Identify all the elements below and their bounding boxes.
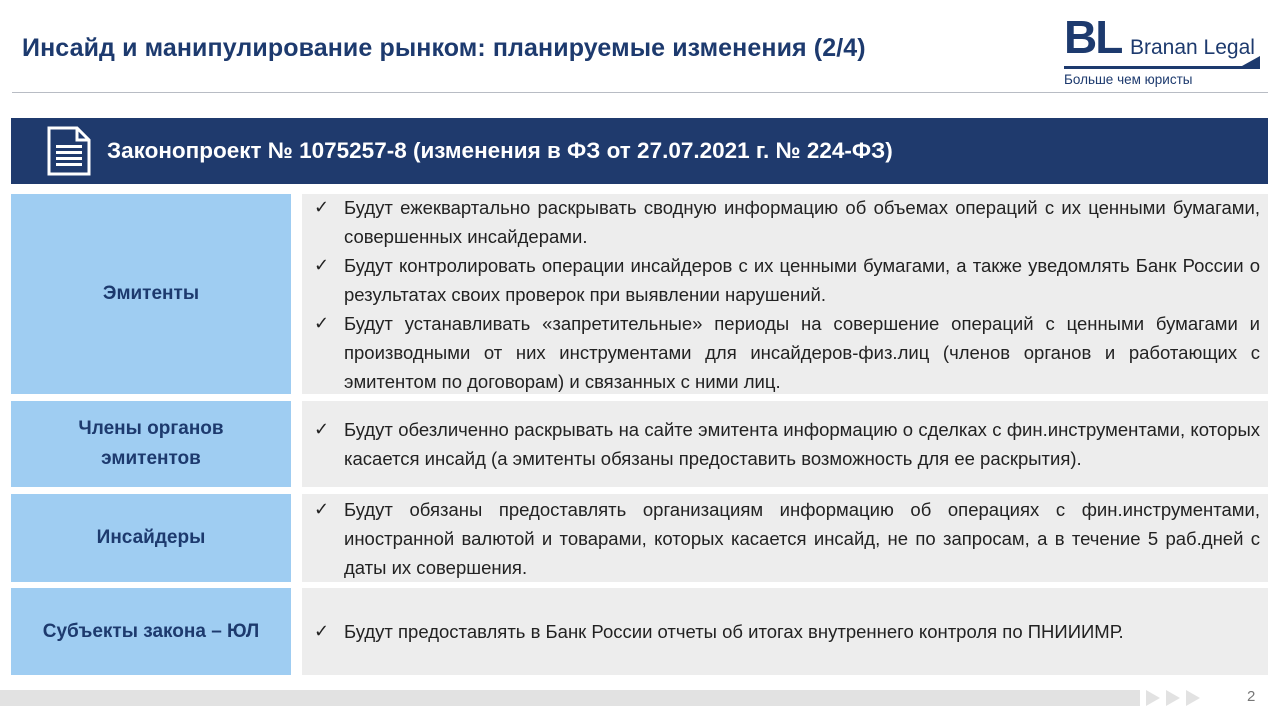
document-icon [47, 126, 91, 176]
table-row-issuers [11, 194, 1268, 394]
row-label-legal-entities: Субъекты закона – ЮЛ [11, 588, 291, 675]
chevron-right-icon [1166, 690, 1180, 706]
chevron-right-icon [1146, 690, 1160, 706]
logo-mark: BL [1064, 11, 1122, 63]
bullet-item: ✓ Будут устанавливать «запретительные» периоды на совершение операций с ценными бумагами и производными от них инструментами для инсайдеров-физ.лиц (членов органов и работающих с эмитентом по договорам) и связанных с ними лиц. [312, 309, 1260, 396]
bullet-item: ✓ Будут ежеквартально раскрывать сводную информацию об объемах операций с их ценными бумагами, совершенных инсайдерами. [312, 193, 1260, 251]
logo-arrow [1242, 56, 1260, 66]
check-icon: ✓ [314, 621, 330, 641]
bullet-item: ✓ Будут предоставлять в Банк России отчеты об итогах внутреннего контроля по ПНИИИМР. [312, 617, 1260, 646]
table-row-insiders [11, 494, 1268, 582]
company-logo [1064, 10, 1274, 90]
chevron-right-icon [1186, 690, 1200, 706]
row-content-board-members [302, 401, 1268, 487]
logo-underline [1064, 66, 1260, 69]
table-row-board-members [11, 401, 1268, 487]
bullet-item: ✓ Будут контролировать операции инсайдеров с их ценными бумагами, а также уведомлять Банк России о результатах своих проверок при выявлении нарушений. [312, 251, 1260, 309]
page-number: 2 [1247, 688, 1256, 705]
title-divider [12, 92, 1268, 93]
logo-name: Branan Legal [1130, 36, 1255, 59]
check-icon: ✓ [314, 196, 330, 217]
bill-banner [11, 118, 1268, 184]
row-content-legal-entities [302, 588, 1268, 675]
row-label-insiders: Инсайдеры [11, 494, 291, 582]
row-label-board-members: Члены органов эмитентов [11, 401, 291, 487]
page-title: Инсайд и манипулирование рынком: планируемые изменения (2/4) [22, 34, 866, 62]
check-icon: ✓ [314, 419, 330, 439]
check-icon: ✓ [314, 254, 330, 275]
table-row-legal-entities [11, 588, 1268, 675]
bill-banner-text: Законопроект № 1075257-8 (изменения в ФЗ от 27.07.2021 г. № 224-ФЗ) [107, 138, 893, 163]
row-content-insiders [302, 494, 1268, 582]
row-content-issuers [302, 194, 1268, 394]
footer-bar [0, 690, 1140, 706]
logo-tagline: Больше чем юристы [1064, 72, 1193, 87]
row-label-issuers: Эмитенты [11, 194, 291, 394]
check-icon: ✓ [314, 312, 330, 333]
bullet-item: ✓ Будут обязаны предоставлять организациям информацию об операциях с фин.инструментами, иностранной валютой и товарами, которых касается инсайд, не по запросам, а в течение 5 раб.дней с даты их совершения. [312, 495, 1260, 582]
bullet-item: ✓ Будут обезличенно раскрывать на сайте эмитента информацию о сделках с фин.инструментами, которых касается инсайд (а эмитенты обязаны предоставить возможность для ее раскрытия). [312, 415, 1260, 473]
check-icon: ✓ [314, 498, 330, 519]
